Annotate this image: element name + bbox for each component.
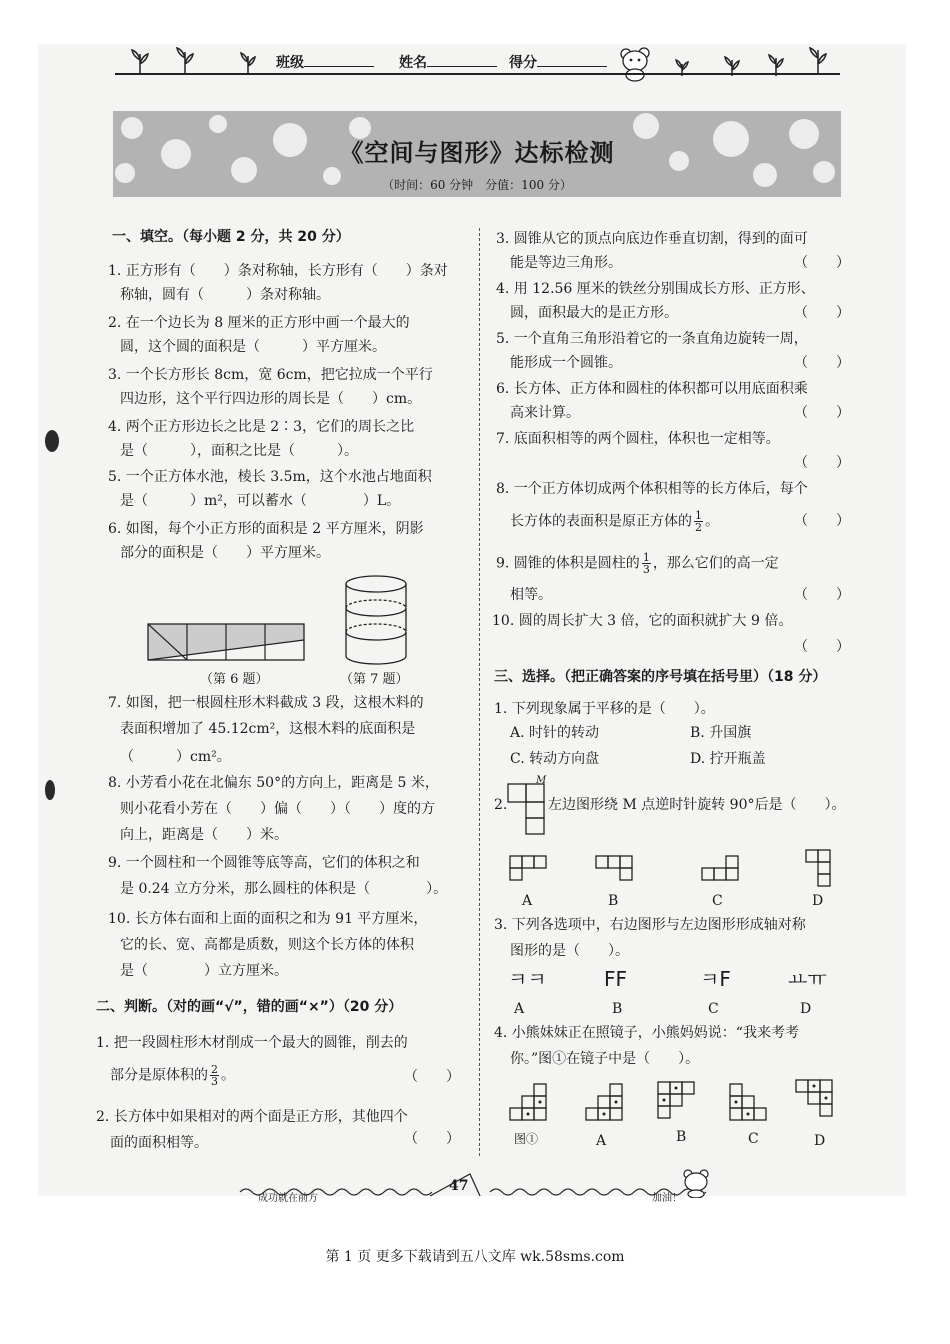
question-text: 。 (221, 1067, 235, 1084)
option-d[interactable]: D (812, 893, 824, 909)
option-b[interactable]: B (676, 1129, 687, 1145)
score-field (509, 52, 607, 72)
denominator: 3 (211, 1075, 218, 1088)
figure-7-caption: （第 7 题） (340, 672, 409, 687)
question-text: 5. 一个正方体水池，棱长 3.5m，这个水池占地面积 (108, 469, 432, 485)
section-1-title: 一、填空。（每小题 2 分，共 20 分） (112, 229, 350, 245)
q2-option-shapes (506, 848, 846, 892)
question-text: 1. 正方形有（ ）条对称轴，长方形有（ ）条对 (108, 263, 448, 279)
class-input[interactable] (304, 54, 374, 67)
question-text: 8. 一个正方体切成两个体积相等的长方体后，每个 (496, 481, 808, 497)
pivot-label: M (536, 775, 547, 786)
figure-6-shaded-rectangle (146, 622, 306, 662)
option-b[interactable]: B (608, 893, 619, 909)
question-text: 称轴，圆有（ ）条对称轴。 (120, 287, 330, 303)
page-number: 47 (449, 1178, 469, 1194)
question-text: 4. 两个正方形边长之比是 2∶3，它们的周长之比 (108, 419, 415, 435)
name-input[interactable] (427, 54, 497, 67)
column-divider (479, 228, 480, 1156)
question-text: 能形成一个圆锥。 (510, 355, 622, 371)
figure-1-label: 图① (514, 1132, 539, 1146)
punch-hole (45, 430, 59, 452)
section-2-title: 二、判断。（对的画“√”，错的画“×”）（20 分） (96, 999, 403, 1015)
question-text: 是（ ），面积之比是（ ）。 (120, 443, 358, 459)
question-text: 四边形，这个平行四边形的周长是（ ）cm。 (120, 391, 422, 407)
question-text: 3. 下列各选项中，右边图形与左边图形形成轴对称 (494, 917, 806, 933)
answer-paren[interactable]: （ ） (794, 587, 850, 603)
option-b[interactable]: B. 升国旗 (690, 725, 752, 741)
answer-paren[interactable]: （ ） (794, 305, 850, 321)
bear-mascot-icon (614, 44, 658, 82)
question-text: 1. 下列现象属于平移的是（ ）。 (494, 701, 715, 717)
download-note: 第 1 页 更多下载请到五八文库 wk.58sms.com (325, 1249, 625, 1265)
question-text: 高来计算。 (510, 405, 580, 421)
option-a[interactable]: A (522, 893, 533, 909)
option-d[interactable]: D (800, 1001, 812, 1017)
page-subtitle: （时间：60 分钟 分值：100 分） (382, 178, 572, 192)
section-3-title: 三、选择。（把正确答案的序号填在括号里）（18 分） (494, 669, 827, 685)
question-text: 是（ ）m²，可以蓄水（ ）L。 (120, 493, 401, 509)
option-a-glyph: ㅋㅋ (508, 967, 547, 991)
class-field (276, 52, 374, 72)
sprout-decoration-icon (128, 44, 268, 76)
answer-paren[interactable]: （ ） (794, 355, 850, 371)
option-c[interactable]: C (712, 893, 723, 909)
option-b[interactable]: B (612, 1001, 623, 1017)
question-text: 8. 小芳看小花在北偏东 50°的方向上，距离是 5 米， (108, 775, 439, 791)
punch-hole (45, 780, 55, 800)
question-number: 2. (494, 797, 508, 813)
question-text: 是（ ）立方厘米。 (120, 963, 288, 979)
page-title: 《空间与图形》达标检测 (339, 138, 615, 167)
question-text: 9. 圆锥的体积是圆柱的 (496, 555, 640, 572)
option-c[interactable]: C (748, 1131, 759, 1147)
score-label: 得分 (509, 55, 537, 71)
question-text: 3. 圆锥从它的顶点向底边作垂直切割，得到的面可 (496, 231, 808, 247)
figure-6-caption: （第 6 题） (200, 672, 269, 687)
question-text: 则小花看小芳在（ ）偏（ ）（ ）度的方 (120, 801, 435, 817)
option-d[interactable]: D. 拧开瓶盖 (690, 751, 766, 767)
question-text: 10. 圆的周长扩大 3 倍，它的面积就扩大 9 倍。 (492, 613, 793, 629)
denominator: 2 (695, 521, 702, 534)
name-label: 姓名 (399, 55, 427, 71)
option-a[interactable]: A (514, 1001, 525, 1017)
numerator: 1 (642, 551, 650, 564)
question-text (496, 552, 779, 575)
question-text: 图形的是（ ）。 (510, 943, 629, 959)
answer-paren[interactable]: （ ） (794, 405, 850, 421)
figure-7-cylinder (342, 572, 410, 668)
question-text: 你。”图①在镜子中是（ ）。 (510, 1051, 700, 1067)
answer-paren[interactable]: （ ） (404, 1131, 460, 1147)
question-text: 7. 如图，把一根圆柱形木料截成 3 段，这根木料的 (108, 695, 424, 711)
question-text: 相等。 (510, 587, 552, 603)
option-c[interactable]: C. 转动方向盘 (510, 751, 600, 767)
question-text: 4. 小熊妹妹正在照镜子，小熊妈妈说：“我来考考 (494, 1025, 799, 1041)
question-text: 能是等边三角形。 (510, 255, 622, 271)
question-text: 5. 一个直角三角形沿着它的一条直角边旋转一周， (496, 331, 808, 347)
question-text: 2. 在一个边长为 8 厘米的正方形中画一个最大的 (108, 315, 410, 331)
question-text: 2. 长方体中如果相对的两个面是正方形，其他四个 (96, 1109, 408, 1125)
numerator: 1 (695, 509, 702, 522)
question-text (110, 1064, 235, 1087)
question-text: 圆，面积最大的是正方形。 (510, 305, 678, 321)
question-text: 9. 一个圆柱和一个圆锥等底等高，它们的体积之和 (108, 855, 420, 871)
question-text: 7. 底面积相等的两个圆柱，体积也一定相等。 (496, 431, 780, 447)
question-text: （ ）cm²。 (120, 749, 231, 765)
title-banner (113, 111, 841, 197)
question-text: 。 (705, 513, 719, 530)
question-text: 部分是原体积的 (110, 1067, 208, 1084)
question-text: 6. 如图，每个小正方形的面积是 2 平方厘米，阴影 (108, 521, 424, 537)
option-a[interactable]: A. 时针的转动 (510, 725, 600, 741)
question-text: 6. 长方体、正方体和圆柱的体积都可以用底面积乘 (496, 381, 808, 397)
q4-mirror-shapes (506, 1076, 846, 1128)
answer-paren[interactable]: （ ） (794, 455, 850, 471)
question-text: 3. 一个长方形长 8cm，宽 6cm，把它拉成一个平行 (108, 367, 433, 383)
answer-paren[interactable]: （ ） (794, 255, 850, 271)
question-text: 长方体的表面积是原正方体的 (510, 513, 692, 530)
question-text: ，那么它们的高一定 (652, 555, 779, 572)
option-c-glyph: ㅋF (700, 967, 731, 991)
answer-paren[interactable]: （ ） (794, 513, 850, 529)
numerator: 2 (211, 1063, 218, 1076)
option-b-glyph: FF (604, 967, 628, 991)
bear-mascot-icon (676, 1166, 716, 1198)
question-text: 表面积增加了 45.12cm²，这根木料的底面积是 (120, 721, 416, 737)
footer-right-text: 加油！ (652, 1193, 682, 1204)
question-text (510, 510, 719, 533)
header-rule (115, 73, 840, 75)
option-c[interactable]: C (708, 1001, 719, 1017)
question-text: 4. 用 12.56 厘米的铁丝分别围成长方形、正方形、 (496, 281, 815, 297)
fraction (694, 510, 703, 533)
question-text: 向上，距离是（ ）米。 (120, 827, 288, 843)
denominator: 3 (642, 563, 650, 576)
question-text: 它的长、宽、高都是质数，则这个长方体的体积 (120, 937, 414, 953)
name-field (399, 52, 497, 72)
option-a[interactable]: A (596, 1133, 607, 1149)
fraction (210, 1064, 219, 1087)
score-input[interactable] (537, 54, 607, 67)
fraction (642, 552, 651, 575)
question-text: 是 0.24 立方分米，那么圆柱的体积是（ ）。 (120, 881, 448, 897)
question-text: 圆，这个圆的面积是（ ）平方厘米。 (120, 339, 386, 355)
footer-left-text: 成功就在前方 (258, 1193, 318, 1204)
question-text: 10. 长方体右面和上面的面积之和为 91 平方厘米， (108, 911, 428, 927)
question-text: 1. 把一段圆柱形木材削成一个最大的圆锥，削去的 (96, 1035, 408, 1051)
question-text: 面的面积相等。 (110, 1135, 208, 1151)
question-text: 左边图形绕 M 点逆时针旋转 90°后是（ ）。 (548, 797, 846, 813)
option-d[interactable]: D (814, 1133, 826, 1149)
option-d-glyph: ㅛㅠ (788, 967, 827, 991)
q2-shape (506, 782, 550, 838)
answer-paren[interactable]: （ ） (794, 639, 850, 655)
answer-paren[interactable]: （ ） (404, 1069, 460, 1085)
class-label: 班级 (276, 55, 304, 71)
question-text: 部分的面积是（ ）平方厘米。 (120, 545, 330, 561)
